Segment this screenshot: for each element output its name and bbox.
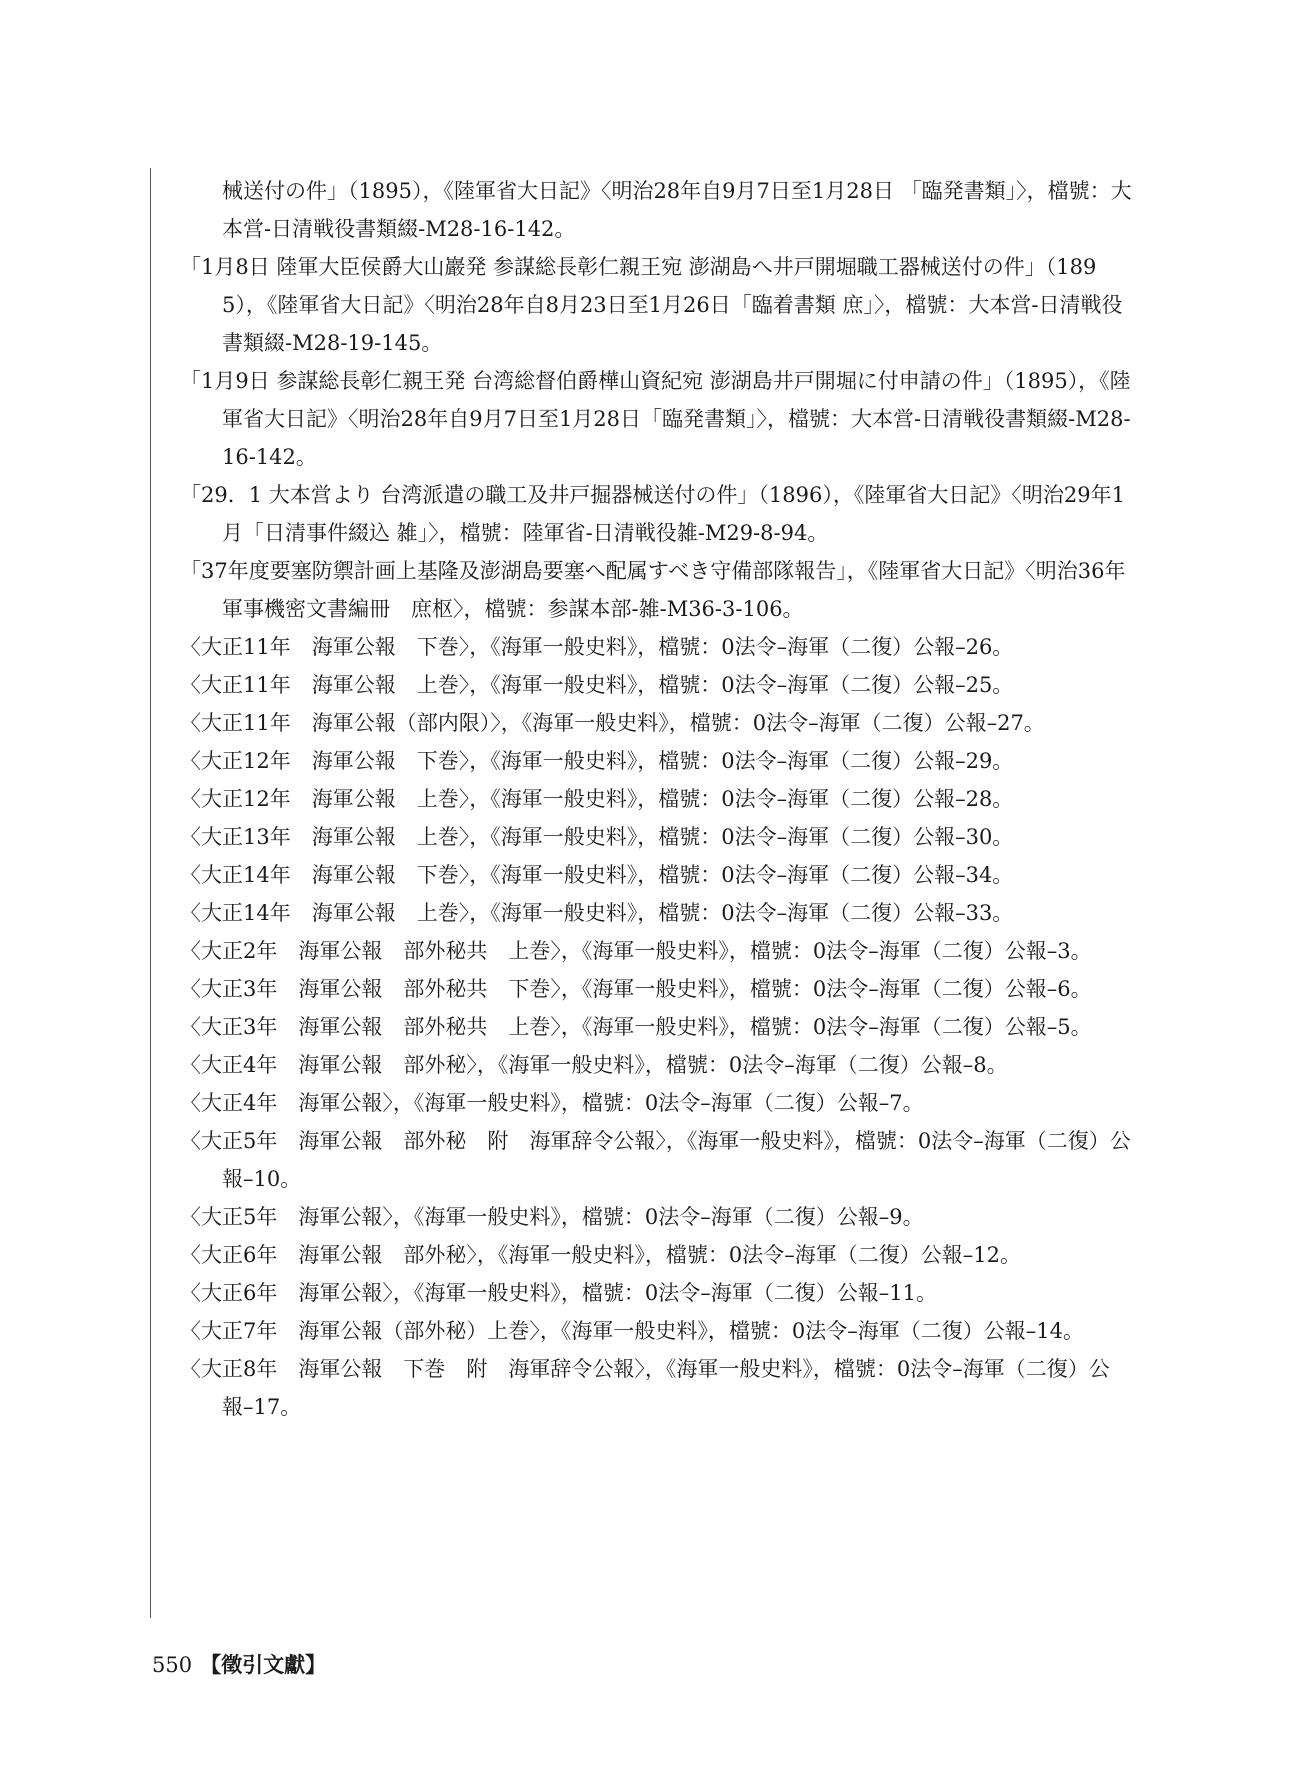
reference-entry: 械送付の件」（1895），《陸軍省大日記》〈明治28年自9月7日至1月28日 「臨発書類」〉，檔號：大本営-日清戦役書類綴-M28-16-142。 — [222, 179, 1132, 241]
reference-entry: 〈大正3年 海軍公報 部外秘共 下巻〉，《海軍一般史料》，檔號：0法令–海軍（二復）公報–6。 — [180, 977, 1092, 1001]
reference-entry: 〈大正5年 海軍公報 部外秘 附 海軍辞令公報〉，《海軍一般史料》，檔號：0法令–海軍（二復）公報–10。 — [180, 1129, 1131, 1191]
reference-entry: 〈大正11年 海軍公報（部内限）〉，《海軍一般史料》，檔號：0法令–海軍（二復）公報–27。 — [180, 711, 1045, 735]
reference-list — [180, 172, 1147, 1426]
reference-entry: 〈大正11年 海軍公報 下巻〉，《海軍一般史料》，檔號：0法令–海軍（二復）公報–26。 — [180, 635, 1014, 659]
reference-entry: 〈大正6年 海軍公報 部外秘〉，《海軍一般史料》，檔號：0法令–海軍（二復）公報–12。 — [180, 1243, 1021, 1267]
reference-entry: 〈大正12年 海軍公報 上巻〉，《海軍一般史料》，檔號：0法令–海軍（二復）公報–28。 — [180, 787, 1014, 811]
reference-entry: 〈大正4年 海軍公報 部外秘〉，《海軍一般史料》，檔號：0法令–海軍（二復）公報–8。 — [180, 1053, 1008, 1077]
reference-entry: 〈大正3年 海軍公報 部外秘共 上巻〉，《海軍一般史料》，檔號：0法令–海軍（二復）公報–5。 — [180, 1015, 1092, 1039]
reference-entry: 「37年度要塞防禦計画上基隆及澎湖島要塞へ配属すべき守備部隊報告」，《陸軍省大日記》〈明治36年 軍事機密文書編冊 庶枢〉，檔號：参謀本部-雑-M36-3-106。 — [180, 559, 1147, 621]
reference-entry: 〈大正2年 海軍公報 部外秘共 上巻〉，《海軍一般史料》，檔號：0法令–海軍（二復）公報–3。 — [180, 939, 1092, 963]
reference-entry: 〈大正11年 海軍公報 上巻〉，《海軍一般史料》，檔號：0法令–海軍（二復）公報–25。 — [180, 673, 1014, 697]
reference-entry: 「1月8日 陸軍大臣侯爵大山巖発 参謀総長彰仁親王宛 澎湖島へ井戸開堀職工器械送付の件」（1895），《陸軍省大日記》〈明治28年自8月23日至1月26日「臨着書類 庶」〉，檔號：大本営-日清戦役書類綴-M28-19-145。 — [180, 255, 1123, 355]
reference-entry: 〈大正4年 海軍公報〉，《海軍一般史料》，檔號：0法令–海軍（二復）公報–7。 — [180, 1091, 924, 1115]
reference-entry: 「29．1 大本営より 台湾派遣の職工及井戸掘器械送付の件」（1896），《陸軍省大日記》〈明治29年1月「日清事件綴込 雑」〉，檔號：陸軍省-日清戦役雑-M29-8-94。 — [180, 483, 1125, 545]
reference-entry: 〈大正8年 海軍公報 下巻 附 海軍辞令公報〉，《海軍一般史料》，檔號：0法令–海軍（二復）公報–17。 — [180, 1357, 1110, 1419]
reference-entry: 〈大正12年 海軍公報 下巻〉，《海軍一般史料》，檔號：0法令–海軍（二復）公報–29。 — [180, 749, 1014, 773]
reference-entry: 〈大正14年 海軍公報 上巻〉，《海軍一般史料》，檔號：0法令–海軍（二復）公報–33。 — [180, 901, 1014, 925]
margin-rule — [150, 168, 151, 1618]
reference-entry: 〈大正6年 海軍公報〉，《海軍一般史料》，檔號：0法令–海軍（二復）公報–11。 — [180, 1281, 937, 1305]
page-footer — [152, 1650, 326, 1680]
page-number: 550 — [152, 1653, 193, 1677]
reference-entry: 〈大正13年 海軍公報 上巻〉，《海軍一般史料》，檔號：0法令–海軍（二復）公報–30。 — [180, 825, 1014, 849]
reference-entry: 〈大正14年 海軍公報 下巻〉，《海軍一般史料》，檔號：0法令–海軍（二復）公報–34。 — [180, 863, 1014, 887]
reference-entry: 〈大正7年 海軍公報（部外秘）上巻〉，《海軍一般史料》，檔號：0法令–海軍（二復）公報–14。 — [180, 1319, 1084, 1343]
section-title: 【徵引文獻】 — [200, 1652, 327, 1677]
reference-entry: 「1月9日 参謀総長彰仁親王発 台湾総督伯爵樺山資紀宛 澎湖島井戸開堀に付申請の件」（1895），《陸軍省大日記》〈明治28年自9月7日至1月28日「臨発書類」〉，檔號：大本営-日清戦役書類綴-M28-16-142。 — [180, 369, 1131, 469]
reference-entry: 〈大正5年 海軍公報〉，《海軍一般史料》，檔號：0法令–海軍（二復）公報–9。 — [180, 1205, 924, 1229]
